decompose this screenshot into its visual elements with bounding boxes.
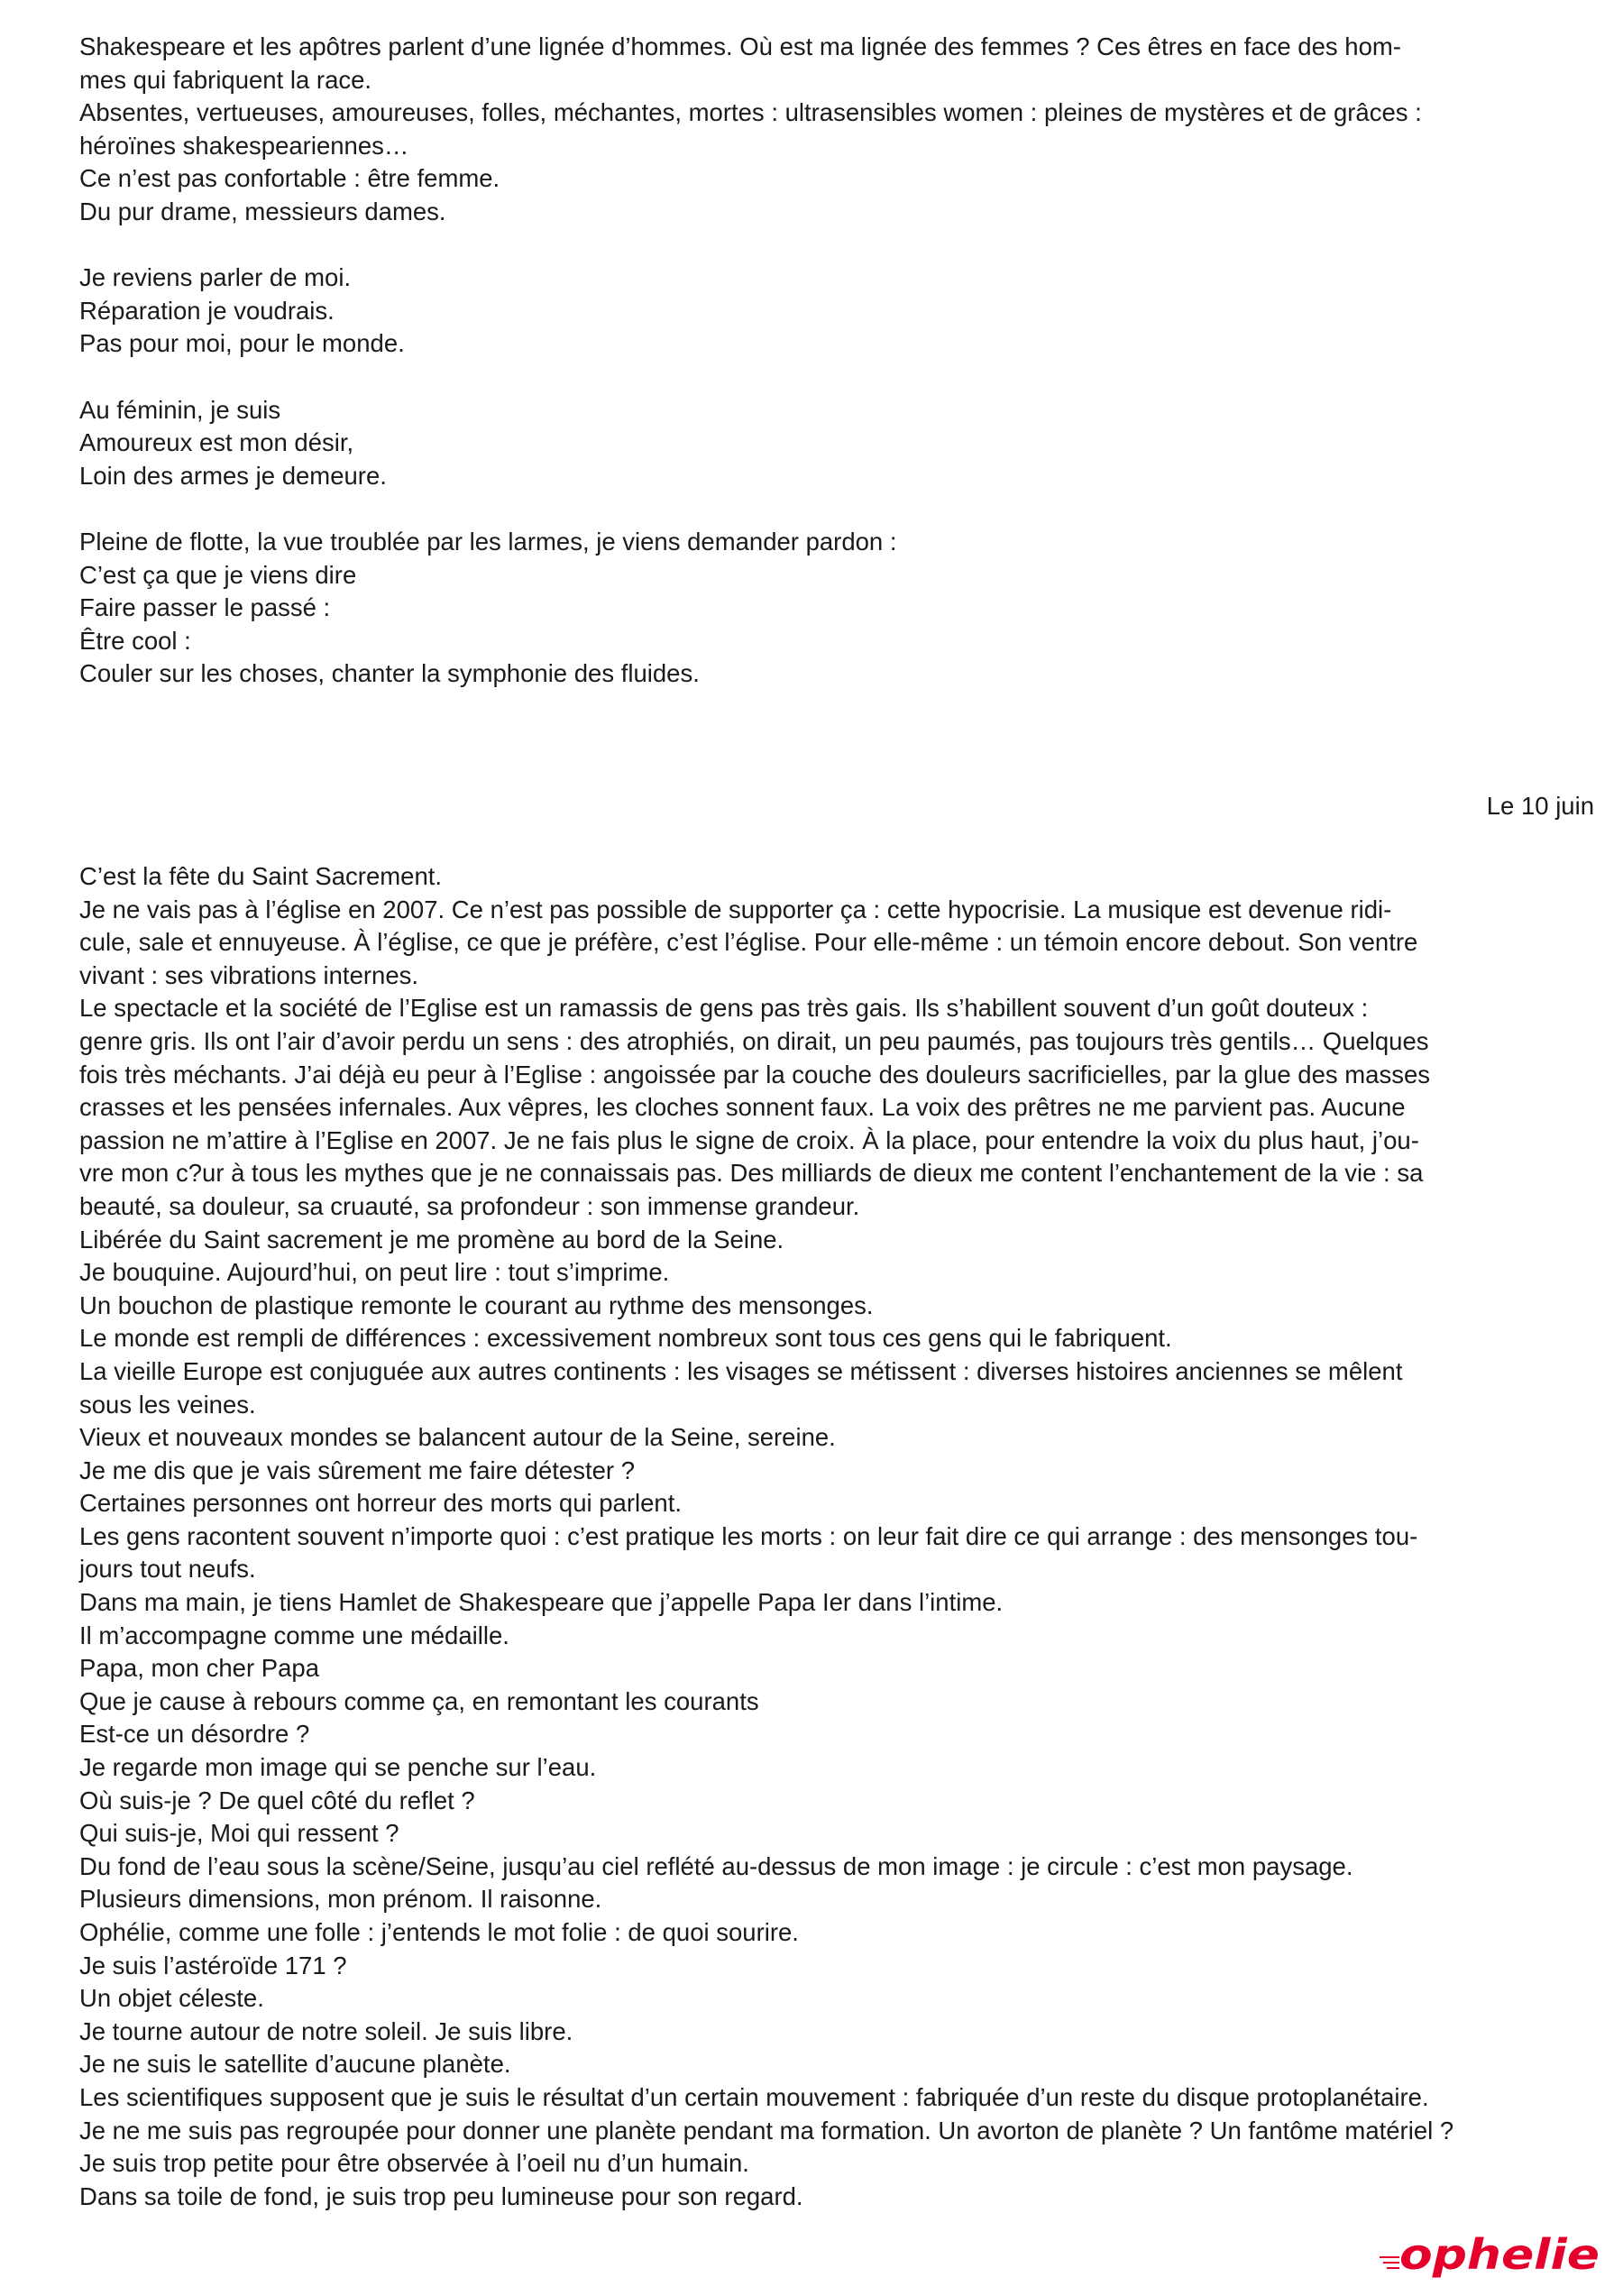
text-line: Où suis-je ? De quel côté du reflet ?: [79, 1786, 475, 1814]
text-line: Que je cause à rebours comme ça, en remontant les courants: [79, 1686, 759, 1715]
text-line: Pas pour moi, pour le monde.: [79, 329, 405, 358]
text-line: Réparation je voudrais.: [79, 296, 335, 325]
text-line: Est-ce un désordre ?: [79, 1720, 310, 1749]
text-line: Je bouquine. Aujourd’hui, on peut lire : tout s’imprime.: [79, 1258, 670, 1287]
blank-line: [79, 229, 1594, 262]
text-line: mes qui fabriquent la race.: [79, 65, 372, 94]
text-line: Dans ma main, je tiens Hamlet de Shakespeare que j’appelle Papa Ier dans l’intime.: [79, 1588, 1004, 1617]
text-line: Je reviens parler de moi.: [79, 263, 352, 292]
text-line: Un bouchon de plastique remonte le courant au rythme des mensonges.: [79, 1290, 874, 1319]
text-line: Libérée du Saint sacrement je me promène au bord de la Seine.: [79, 1225, 784, 1254]
text-line: Être cool :: [79, 626, 191, 655]
text-line: Ce n’est pas confortable : être femme.: [79, 164, 500, 193]
text-line: genre gris. Ils ont l’air d’avoir perdu un sens : des atrophiés, on dirait, un peu paumés, pas toujours très gentils… Quelques: [79, 1026, 1429, 1055]
text-line: crasses et les pensées infernales. Aux vêpres, les cloches sonnent faux. La voix des prêtres ne me parvient pas. Aucune: [79, 1093, 1406, 1122]
text-line: jours tout neufs.: [79, 1555, 256, 1584]
text-line: Papa, mon cher Papa: [79, 1654, 320, 1683]
text-line: cule, sale et ennuyeuse. À l’église, ce que je préfère, c’est l’église. Pour elle-même : un témoin encore debout. Son ventre: [79, 928, 1418, 957]
text-line: Au féminin, je suis: [79, 395, 281, 424]
text-line: Plusieurs dimensions, mon prénom. Il raisonne.: [79, 1885, 602, 1914]
text-line: Les scientifiques supposent que je suis le résultat d’un certain mouvement : fabriquée d’un reste du disque protoplanétaire.: [79, 2082, 1429, 2111]
text-line: passion ne m’attire à l’Eglise en 2007. Je ne fais plus le signe de croix. À la place, pour entendre la voix du plus haut, j’ou-: [79, 1125, 1419, 1154]
ophelie-logo: [1380, 2227, 1603, 2282]
text-line: Faire passer le passé :: [79, 593, 331, 622]
text-line: Je regarde mon image qui se penche sur l’eau.: [79, 1753, 597, 1782]
text-line: C’est la fête du Saint Sacrement.: [79, 862, 443, 890]
text-block-journal: [79, 860, 1594, 2213]
text-line: La vieille Europe est conjuguée aux autres continents : les visages se métissent : diverses histoires anciennes se mêlent: [79, 1356, 1403, 1385]
date-heading: Le 10 juin: [1486, 792, 1594, 820]
text-line: Du pur drame, messieurs dames.: [79, 197, 446, 225]
text-line: sous les veines.: [79, 1390, 256, 1419]
text-line: Le spectacle et la société de l’Eglise est un ramassis de gens pas très gais. Ils s’habillent souvent d’un goût douteux :: [79, 994, 1369, 1023]
text-line: Amoureux est mon désir,: [79, 428, 354, 457]
text-line: Je ne suis le satellite d’aucune planète.: [79, 2050, 511, 2079]
text-line: fois très méchants. J’ai déjà eu peur à l’Eglise : angoissée par la couche des douleurs sacrificielles, par la glue des masses: [79, 1060, 1431, 1088]
text-line: Je ne me suis pas regroupée pour donner une planète pendant ma formation. Un avorton de planète ? Un fantôme matériel ?: [79, 2116, 1454, 2144]
text-line: Je suis l’astéroïde 171 ?: [79, 1951, 347, 1979]
text-line: Qui suis-je, Moi qui ressent ?: [79, 1819, 399, 1848]
text-line: Shakespeare et les apôtres parlent d’une lignée d’hommes. Où est ma lignée des femmes ? Ces êtres en face des hom-: [79, 32, 1401, 60]
text-line: Je tourne autour de notre soleil. Je suis libre.: [79, 2016, 573, 2045]
text-line: Un objet céleste.: [79, 1984, 264, 2013]
text-line: Du fond de l’eau sous la scène/Seine, jusqu’au ciel reflété au-dessus de mon image : je circule : c’est mon paysage.: [79, 1851, 1353, 1880]
logo-wordmark: ophelie: [1399, 2230, 1600, 2279]
text-line: Loin des armes je demeure.: [79, 461, 387, 490]
text-line: Vieux et nouveaux mondes se balancent autour de la Seine, sereine.: [79, 1423, 836, 1452]
text-line: Ophélie, comme une folle : j’entends le mot folie : de quoi sourire.: [79, 1918, 799, 1946]
text-line: héroïnes shakespeariennes…: [79, 131, 409, 160]
text-line: Absentes, vertueuses, amoureuses, folles, méchantes, mortes : ultrasensibles women : pleines de mystères et de grâces :: [79, 98, 1422, 127]
blank-line: [79, 492, 1594, 526]
text-line: Couler sur les choses, chanter la symphonie des fluides.: [79, 659, 700, 688]
text-line: vivant : ses vibrations internes.: [79, 960, 419, 989]
blank-line: [79, 361, 1594, 394]
text-line: Dans sa toile de fond, je suis trop peu lumineuse pour son regard.: [79, 2181, 803, 2210]
text-line: Je suis trop petite pour être observée à l’oeil nu d’un humain.: [79, 2149, 749, 2178]
text-line: beauté, sa douleur, sa cruauté, sa profondeur : son immense grandeur.: [79, 1191, 860, 1220]
text-line: C’est ça que je viens dire: [79, 560, 357, 589]
text-line: Je me dis que je vais sûrement me faire détester ?: [79, 1456, 635, 1484]
text-line: Certaines personnes ont horreur des morts qui parlent.: [79, 1489, 682, 1518]
text-block-intro: [79, 31, 1594, 691]
text-line: Les gens racontent souvent n’importe quoi : c’est pratique les morts : on leur fait dire ce qui arrange : des mensonges tou-: [79, 1521, 1418, 1550]
text-line: Je ne vais pas à l’église en 2007. Ce n’est pas possible de supporter ça : cette hypocrisie. La musique est devenue ridi-: [79, 895, 1392, 923]
text-line: Il m’accompagne comme une médaille.: [79, 1621, 509, 1649]
text-line: vre mon c?ur à tous les mythes que je ne connaissais pas. Des milliards de dieux me content l’enchantement de la vie : sa: [79, 1159, 1424, 1188]
text-line: Pleine de flotte, la vue troublée par les larmes, je viens demander pardon :: [79, 527, 897, 556]
text-line: Le monde est rempli de différences : excessivement nombreux sont tous ces gens qui le fabriquent.: [79, 1324, 1172, 1353]
